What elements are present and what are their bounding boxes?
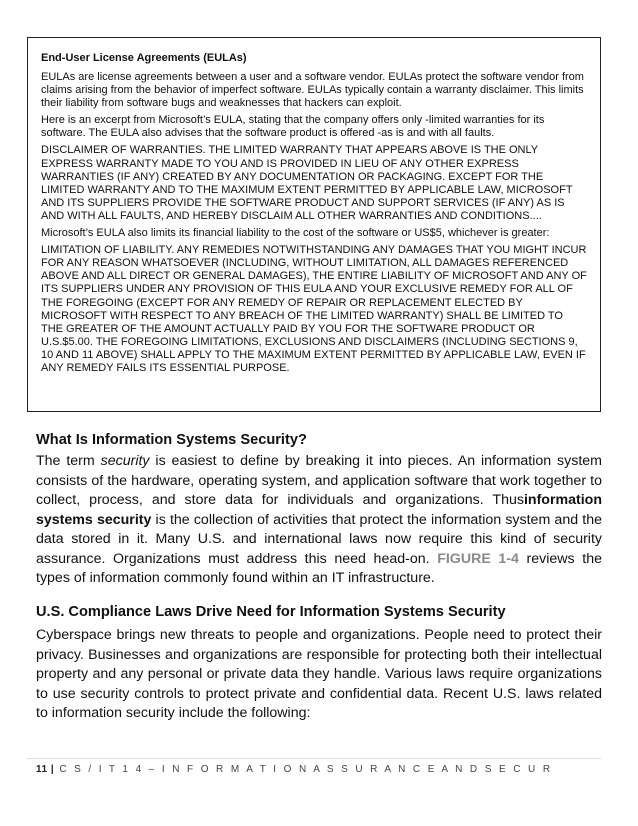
page-footer <box>36 764 552 775</box>
section-heading-compliance: U.S. Compliance Laws Drive Need for Information Systems Security <box>36 604 506 620</box>
term-security: security <box>100 453 150 469</box>
figure-reference-link[interactable]: FIGURE 1-4 <box>437 550 519 567</box>
eula-title: End-User License Agreements (EULAs) <box>41 52 247 64</box>
text-run: Cyberspace brings new threats to people and organizations. People need to protect their privacy. Businesses and organizations are responsible for protecting both their intellectual property and any personal or private data they handle. Various laws require organizations to use security controls to protect private and confidential data. <box>36 627 602 702</box>
eula-paragraph-liability: Microsoft’s EULA also limits its financial liability to the cost of the software or US$5, whichever is greater: <box>41 227 550 240</box>
term-information-systems-security: information systems security <box>36 492 602 528</box>
text-run: The term <box>36 453 101 469</box>
eula-paragraph-intro: EULAs are license agreements between a user and a software vendor. EULAs protect the software vendor from claims arising from the behavior of imperfect software. EULAs typically contain a warranty disclaimer. This limits their liability from software bugs and weaknesses that hackers can exploit. <box>41 71 584 110</box>
text-run: is the collection of activities that protect the information system and the data stored in it. Many U.S. and international laws now require this kind of security assurance. Organizations must address this need head-on. <box>36 511 602 567</box>
text-run-last: Recent U.S. laws related to information security include the following: <box>36 685 603 721</box>
footer-course-title: C S / I T 1 4 – I N F O R M A T I O N A S S U R A N C E A N D S E C U R <box>59 764 553 775</box>
eula-paragraph-excerpt: Here is an excerpt from Microsoft’s EULA, stating that the company offers only -limited warranties for its software. The EULA also advises that the software product is offered -as is and with all faults. <box>41 114 545 140</box>
page-number: 11 | <box>36 764 55 775</box>
footer-divider <box>27 758 601 759</box>
eula-sidebar-box <box>27 37 601 412</box>
text-run: is easiest to define by breaking it into pieces. An information system consists of the hardware, operating system, and application software that work together to collect, process, and store data for individuals and organizations. Thus <box>36 453 602 508</box>
eula-limitation-text: LIMITATION OF LIABILITY. ANY REMEDIES NOTWITHSTANDING ANY DAMAGES THAT YOU MIGHT INCUR FOR ANY REASON WHATSOEVER (INCLUDING, WITHOUT LIMITATION, ALL DAMAGES REFERENCED ABOVE AND ALL DIRECT OR GENERAL DAMAGES), THE ENTIRE LIABILITY OF MICROSOFT AND ANY OF ITS SUPPLIERS UNDER ANY PROVISION OF THIS EULA AND YOUR EXCLUSIVE REMEDY FOR ALL OF THE FOREGOING (EXCEPT FOR ANY REMEDY OF REPAIR OR REPLACEMENT ELECTED BY MICROSOFT WITH RESPECT TO ANY BREACH OF THE LIMITED WARRANTY) SHALL BE LIMITED TO THE GREATER OF THE AMOUNT ACTUALLY PAID BY YOU FOR THE SOFTWARE PRODUCT OR U.S.$5.00. THE FOREGOING LIMITATIONS, EXCLUSIONS AND DISCLAIMERS (INCLUDING SECTIONS 9, 10 AND 11 ABOVE) SHALL APPLY TO THE MAXIMUM EXTENT PERMITTED BY APPLICABLE LAW, EVEN IF ANY REMEDY FAILS ITS ESSENTIAL PURPOSE. <box>41 244 587 374</box>
section-paragraph-infosec <box>36 452 602 589</box>
section-heading-infosec: What Is Information Systems Security? <box>36 432 307 448</box>
eula-disclaimer-text: DISCLAIMER OF WARRANTIES. THE LIMITED WARRANTY THAT APPEARS ABOVE IS THE ONLY EXPRESS WARRANTY MADE TO YOU AND IS PROVIDED IN LIEU OF ANY OTHER EXPRESS WARRANTIES (IF ANY) CREATED BY ANY DOCUMENTATION OR PACKAGING. EXCEPT FOR THE LIMITED WARRANTY AND TO THE MAXIMUM EXTENT PERMITTED BY APPLICABLE LAW, MICROSOFT AND ITS SUPPLIERS PROVIDE THE SOFTWARE PRODUCT AND SUPPORT SERVICES (IF ANY) AS IS AND WITH ALL FAULTS, AND HEREBY DISCLAIM ALL OTHER WARRANTIES AND CONDITIONS.... <box>41 144 573 222</box>
section-paragraph-compliance <box>36 626 602 724</box>
text-run: reviews the types of information commonly found within an IT infrastructure. <box>36 550 602 586</box>
